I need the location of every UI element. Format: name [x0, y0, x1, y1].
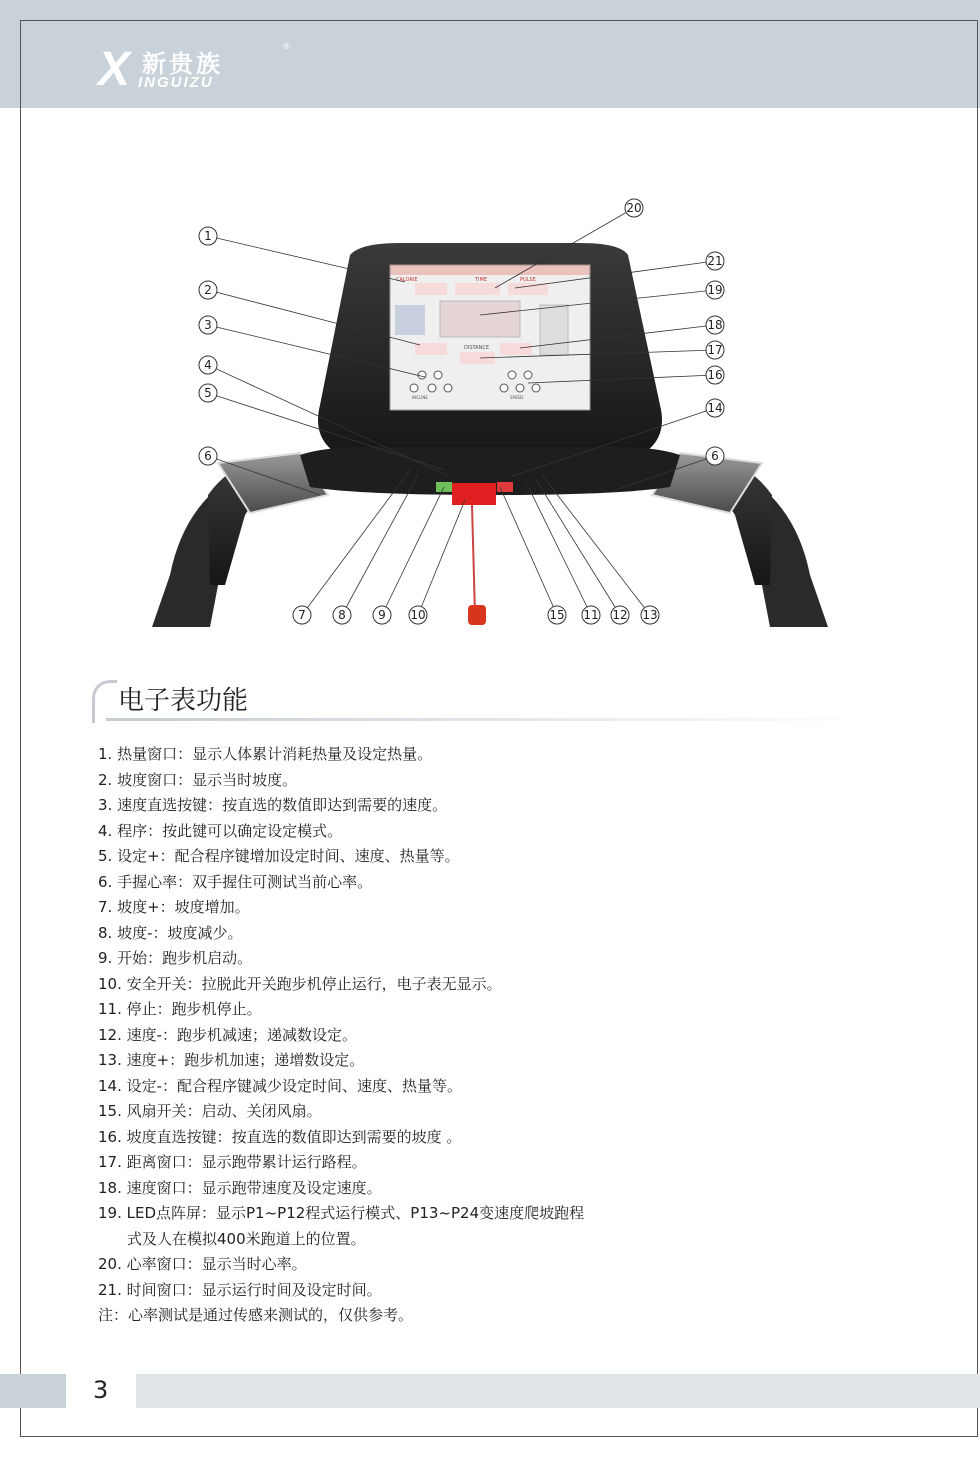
section-bracket	[92, 680, 117, 723]
callout-number: 12	[612, 608, 628, 622]
callout-leader-line	[525, 480, 591, 615]
callout-number: 6	[204, 449, 212, 463]
function-item: 5. 设定+：配合程序键增加设定时间、速度、热量等。	[98, 847, 460, 865]
callout-number: 20	[626, 201, 642, 215]
led-matrix	[440, 301, 520, 337]
logo-letter: X	[98, 43, 129, 96]
function-item: 13. 速度+：跑步机加速；递增数设定。	[98, 1051, 365, 1069]
safety-clip	[468, 605, 486, 625]
function-note: 注：心率测试是通过传感来测试的，仅供参考。	[98, 1306, 414, 1324]
function-item: 8. 坡度-：坡度减少。	[98, 923, 243, 942]
callout-number: 19	[707, 283, 723, 297]
callout-number: 9	[378, 608, 386, 622]
callout-number: 13	[642, 608, 658, 622]
function-item: 2. 坡度窗口：显示当时坡度。	[98, 770, 298, 789]
label-distance: DISTANCE	[464, 345, 489, 351]
section-title: 电子表功能	[118, 686, 249, 716]
brand-logo	[98, 40, 298, 95]
function-item: 3. 速度直选按键：按直选的数值即达到需要的速度。	[98, 796, 448, 814]
function-item: 21. 时间窗口：显示运行时间及设定时间。	[98, 1280, 382, 1299]
function-item-19-line1: 19. LED点阵屏：显示P1~P12程式运行模式、P13~P24变速度爬坡跑程	[98, 1204, 585, 1222]
function-item: 10. 安全开关：拉脱此开关跑步机停止运行，电子表无显示。	[98, 974, 502, 993]
function-list	[98, 742, 718, 1329]
footer-right-bar	[136, 1374, 980, 1408]
callout-number: 18	[707, 318, 723, 332]
callout-leader-line	[342, 475, 418, 615]
callout-leader-line	[542, 475, 650, 615]
callout-number: 3	[204, 318, 212, 332]
callout-number: 21	[707, 254, 723, 268]
label-calorie: CALORIE	[396, 277, 418, 283]
function-item: 9. 开始：跑步机启动。	[98, 949, 253, 967]
function-item: 18. 速度窗口：显示跑带速度及设定速度。	[98, 1178, 382, 1197]
function-item: 14. 设定-：配合程序键减少设定时间、速度、热量等。	[98, 1076, 463, 1095]
callout-number: 4	[204, 358, 212, 372]
callout-number: 11	[583, 608, 599, 622]
section-header	[92, 678, 882, 722]
page-number: 3	[93, 1376, 109, 1404]
callout-number: 6	[711, 449, 719, 463]
section-rule	[106, 718, 876, 721]
function-item: 12. 速度-：跑步机减速；递减数设定。	[98, 1025, 358, 1044]
label-incline: INCLINE	[412, 395, 428, 400]
console-illustration	[150, 195, 830, 630]
function-item: 1. 热量窗口：显示人体累计消耗热量及设定热量。	[98, 745, 433, 763]
speed-window	[500, 343, 532, 355]
footer-left-bar	[0, 1374, 66, 1408]
function-item: 11. 停止：跑步机停止。	[98, 1000, 262, 1018]
label-pulse: PULSE	[520, 277, 536, 283]
callout-number: 7	[298, 608, 306, 622]
calorie-window	[415, 283, 447, 295]
label-time: TIME	[475, 277, 488, 283]
function-item-19	[98, 1201, 718, 1252]
function-item-19-line2: 式及人在模拟400米跑道上的位置。	[127, 1229, 366, 1248]
treadmill-console-diagram	[150, 195, 830, 630]
callout-number: 15	[549, 608, 565, 622]
time-window	[455, 283, 500, 295]
function-item: 4. 程序：按此键可以确定设定模式。	[98, 821, 343, 840]
function-item: 16. 坡度直选按键：按直选的数值即达到需要的坡度 。	[98, 1127, 462, 1146]
callout-number: 8	[338, 608, 346, 622]
pulse-window	[508, 283, 548, 295]
callout-number: 2	[204, 283, 212, 297]
callout-leader-line	[382, 487, 444, 615]
label-speed: SPEED	[510, 395, 524, 400]
function-item: 7. 坡度+：坡度增加。	[98, 898, 250, 916]
function-item: 20. 心率窗口：显示当时心率。	[98, 1255, 307, 1273]
callout-number: 1	[204, 229, 212, 243]
function-item: 17. 距离窗口：显示跑带累计运行路程。	[98, 1153, 367, 1171]
logo-name-cn: 新贵族	[142, 50, 223, 78]
callout-leader-line	[418, 500, 465, 615]
function-item: 6. 手握心率：双手握住可测试当前心率。	[98, 872, 373, 891]
function-item: 15. 风扇开关：启动、关闭风扇。	[98, 1102, 322, 1120]
stop-key	[497, 482, 513, 492]
footer-band	[0, 1374, 980, 1408]
callout-number: 5	[204, 386, 212, 400]
callout-number: 17	[707, 343, 723, 357]
callout-number: 16	[707, 368, 723, 382]
speed-chart	[540, 305, 568, 355]
logo-name-en: INGUIZU	[138, 74, 214, 91]
registered-mark: ®	[282, 42, 291, 52]
program-chart	[395, 305, 425, 335]
callout-leader-line	[500, 487, 557, 615]
callout-number: 10	[410, 608, 426, 622]
safety-key	[452, 483, 496, 505]
callout-number: 14	[707, 401, 723, 415]
